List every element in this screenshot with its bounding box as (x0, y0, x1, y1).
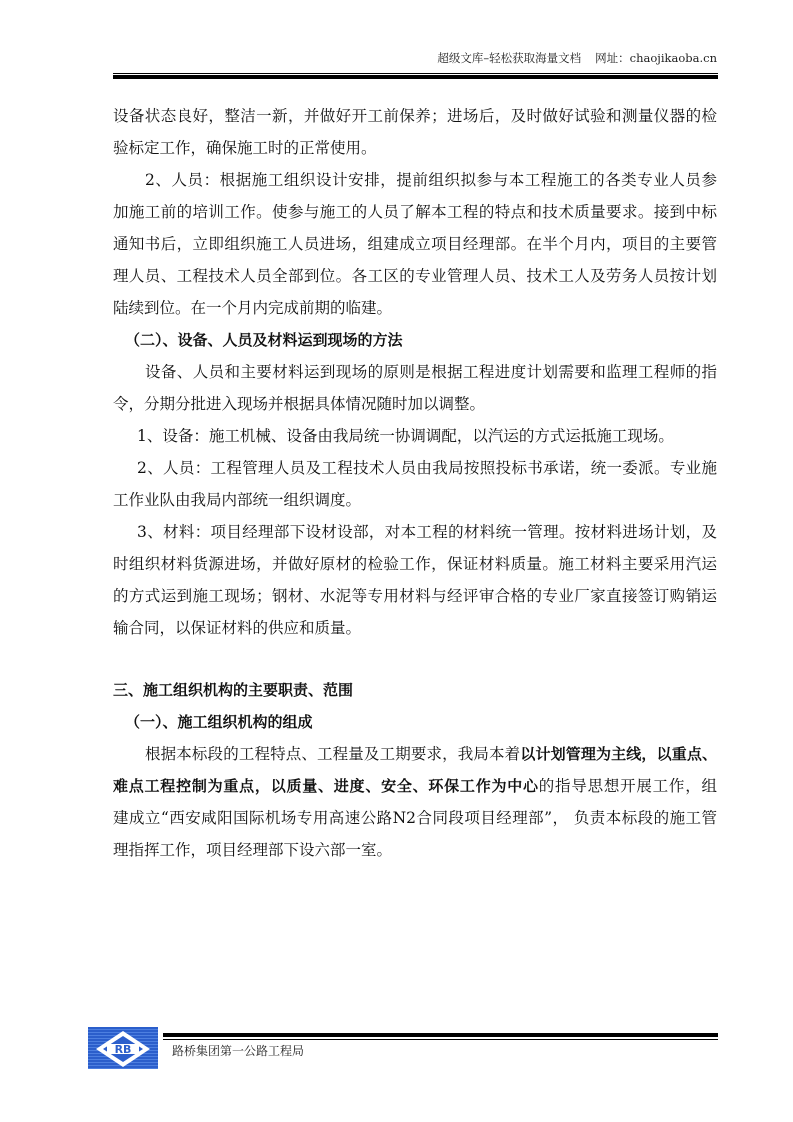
paragraph-line: 工作业队由我局内部统一组织调度。 (113, 491, 362, 509)
bold-text-run: 难点工程控制为重点，以质量、进度、安全、环保工作为中心 (113, 777, 539, 795)
paragraph-line: 验标定工作，确保施工时的正常使用。 (113, 139, 377, 157)
bold-text-run: 以计划管理为主线，以重点、 (520, 745, 717, 763)
svg-text:RB: RB (114, 1043, 132, 1056)
section-subheading: （一）、施工组织机构的组成 (125, 713, 313, 731)
paragraph-line: 的方式运到施工现场；钢材、水泥等专用材料与经评审合格的专业厂家直接签订购销运 (113, 587, 717, 605)
paragraph-line: 陆续到位。在一个月内完成前期的临建。 (113, 299, 393, 317)
paragraphs-container (113, 104, 717, 648)
paragraph-line: 通知书后，立即组织施工人员进场，组建成立项目经理部。在半个月内，项目的主要管 (113, 235, 717, 253)
section-subheading: （二）、设备、人员及材料运到现场的方法 (125, 331, 403, 349)
rb-diamond-icon (88, 1027, 158, 1069)
paragraph-line: 加施工前的培训工作。使参与施工的人员了解本工程的特点和技术质量要求。接到中标 (113, 203, 717, 221)
paragraph-line: 1、设备：施工机械、设备由我局统一协调调配，以汽运的方式运抵施工现场。 (137, 427, 674, 445)
paragraph-line: 设备状态良好，整洁一新，并做好开工前保养；进场后，及时做好试验和测量仪器的检 (113, 107, 717, 125)
company-logo (88, 1027, 158, 1069)
header-text (437, 50, 717, 66)
paragraph-line: 2、人员：根据施工组织设计安排，提前组织拟参与本工程施工的各类专业人员参 (145, 171, 717, 189)
text-run: 的指导思想开展工作，组 (538, 777, 717, 795)
document-body (113, 104, 717, 870)
header-site-name: 超级文库–轻松获取海量文档 (437, 51, 582, 65)
paragraph-line: 2、人员：工程管理人员及工程技术人员由我局按照投标书承诺，统一委派。专业施 (137, 459, 717, 477)
paragraph-line (113, 774, 717, 806)
paragraph-line: 设备、人员和主要材料运到现场的原则是根据工程进度计划需要和监理工程师的指 (145, 363, 717, 381)
header-rule-thick (113, 75, 718, 79)
footer-org-name: 路桥集团第一公路工程局 (172, 1044, 305, 1058)
section-heading: 三、施工组织机构的主要职责、范围 (113, 681, 354, 699)
paragraph-line: 建成立“西安咸阳国际机场专用高速公路N2合同段项目经理部”， 负责本标段的施工管 (113, 809, 717, 827)
paragraph-line: 令，分期分批进入现场并根据具体情况随时加以调整。 (113, 395, 486, 413)
footer-rule-thin (163, 1039, 718, 1040)
header-rule-thin (113, 73, 718, 74)
paragraph-line: 时组织材料货源进场，并做好原材的检验工作，保证材料质量。施工材料主要采用汽运 (113, 555, 717, 573)
paragraph-line (113, 742, 717, 774)
footer-rule-thick (163, 1033, 718, 1037)
paragraph-line: 理人员、工程技术人员全部到位。各工区的专业管理人员、技术工人及劳务人员按计划 (113, 267, 717, 285)
paragraph-line: 理指挥工作，项目经理部下设六部一室。 (113, 841, 393, 859)
paragraph-line: 3、材料：项目经理部下设材设部，对本工程的材料统一管理。按材料进场计划，及 (137, 523, 717, 541)
blank-line (113, 648, 717, 678)
header-url: 网址：chaojikaoba.cn (595, 51, 717, 65)
text-run: 根据本标段的工程特点、工程量及工期要求，我局本着 (145, 745, 521, 763)
paragraph-line: 输合同，以保证材料的供应和质量。 (113, 619, 362, 637)
